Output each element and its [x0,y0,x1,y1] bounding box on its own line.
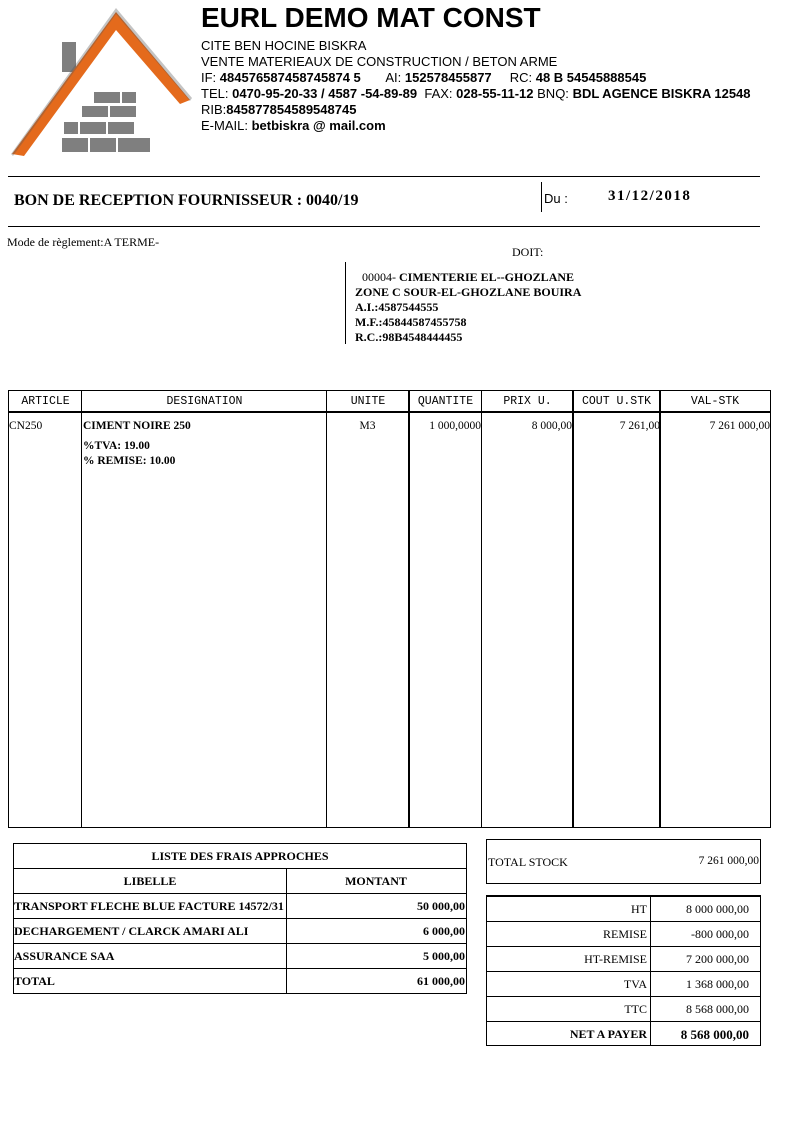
company-contact: TEL: 0470-95-20-33 / 4587 -54-89-89 FAX: 028-55-11-12 BNQ: BDL AGENCE BISKRA 12548 [201,86,751,101]
row-tva: %TVA: 19.00 [83,440,150,452]
col-header-val: VAL-STK [660,391,770,413]
frais-title: LISTE DES FRAIS APPROCHES [151,849,329,863]
doit-label: DOIT: [512,245,544,259]
row-unite: M3 [359,420,376,432]
frais-table [13,843,467,994]
totals-label: TVA [623,977,647,991]
frais-total-value: 61 000,00 [417,974,465,988]
frais-row [14,918,466,944]
totals-row-tva [487,971,760,997]
col-divider [481,391,482,827]
totals-value: 7 200 000,00 [686,952,749,966]
totals-table [486,895,761,1046]
frais-montant: 5 000,00 [423,949,465,963]
frais-libelle: TRANSPORT FLECHE BLUE FACTURE 14572/31 [14,899,284,913]
totals-label: HT-REMISE [584,952,647,966]
supplier-mf: M.F.:45844587455758 [355,315,467,329]
row-article: CN250 [9,420,43,432]
company-name: EURL DEMO MAT CONST [201,2,541,33]
frais-total-row [14,968,466,994]
frais-montant: 50 000,00 [417,899,465,913]
col-header-prix: PRIX U. [482,391,573,413]
frais-col-libelle: LIBELLE [123,874,177,888]
document-date: 31/12/2018 [608,188,692,204]
articles-table [8,390,771,828]
row-remise: % REMISE: 10.00 [83,455,176,467]
row-cout: 7 261,00 [619,420,660,432]
total-stock-label: TOTAL STOCK [488,855,568,869]
frais-libelle: DECHARGEMENT / CLARCK AMARI ALI [14,924,249,938]
payment-mode: Mode de règlement:A TERME- [7,235,160,249]
totals-value: 1 368 000,00 [686,977,749,991]
company-rib: RIB:845877854589548745 [201,102,357,117]
frais-montant: 6 000,00 [423,924,465,938]
frais-row [14,943,466,969]
net-a-payer-label: NET A PAYER [569,1027,647,1041]
totals-label: HT [631,902,647,916]
totals-value: -800 000,00 [691,927,749,941]
col-divider [81,391,82,827]
document-title: BON DE RECEPTION FOURNISSEUR : 0040/19 [14,192,359,209]
supplier-name: CIMENTERIE EL--GHOZLANE [399,270,575,284]
supplier-code: 00004- [362,270,396,284]
fax-value: 028-55-11-12 [456,86,534,101]
date-label: Du : [544,191,568,206]
row-quantite: 1 000,0000 [429,420,481,432]
totals-label: TTC [624,1002,647,1016]
net-a-payer-value: 8 568 000,00 [680,1027,749,1042]
tel-value: 0470-95-20-33 / 4587 -54-89-89 [232,86,418,101]
frais-col-montant: MONTANT [345,874,407,888]
col-divider [326,391,327,827]
col-header-cout: COUT U.STK [573,391,660,413]
total-stock-value: 7 261 000,00 [698,855,759,867]
header-divider-top [8,176,760,177]
row-val: 7 261 000,00 [709,420,770,432]
totals-row-ht [487,896,760,922]
total-stock-box [486,839,761,884]
company-activity: VENTE MATERIEAUX DE CONSTRUCTION / BETON ARME [201,54,558,69]
company-address: CITE BEN HOCINE BISKRA [201,38,367,53]
col-header-article: ARTICLE [9,391,82,413]
col-header-quantite: QUANTITE [409,391,482,413]
row-designation: CIMENT NOIRE 250 [83,420,191,432]
company-email: E-MAIL: betbiskra @ mail.com [201,118,386,133]
supplier-address: ZONE C SOUR-EL-GHOZLANE BOUIRA [355,285,582,299]
frais-libelle: ASSURANCE SAA [14,949,115,963]
supplier-name-line [362,270,574,285]
date-separator [541,182,542,212]
totals-row-net [487,1021,760,1047]
totals-label: REMISE [602,927,647,941]
header-divider-bottom [8,226,760,227]
frais-header-row [14,868,466,894]
rc-value: 48 B 54545888545 [535,70,647,85]
totals-value: 8 568 000,00 [686,1002,749,1016]
ai-value: 152578455877 [404,70,492,85]
row-prix: 8 000,00 [531,420,572,432]
supplier-bar [345,262,346,344]
supplier-ai: A.I.:4587544555 [355,300,439,314]
frais-row [14,893,466,919]
company-logo [10,6,192,158]
totals-row-ttc [487,996,760,1022]
col-header-designation: DESIGNATION [82,391,327,413]
col-header-unite: UNITE [327,391,409,413]
totals-value: 8 000 000,00 [686,902,749,916]
supplier-rc: R.C.:98B4548444455 [355,330,463,344]
bank-value: BDL AGENCE BISKRA 12548 [572,86,751,101]
col-divider [659,391,661,827]
company-ids: IF: 484576587458745874 5 AI: 152578455877 RC: 48 B 54545888545 [201,70,647,85]
frais-total-label: TOTAL [14,974,55,988]
col-divider [572,391,574,827]
totals-row-remise [487,921,760,947]
totals-row-ht-remise [487,946,760,972]
if-value: 484576587458745874 5 [219,70,361,85]
col-divider [408,391,410,827]
